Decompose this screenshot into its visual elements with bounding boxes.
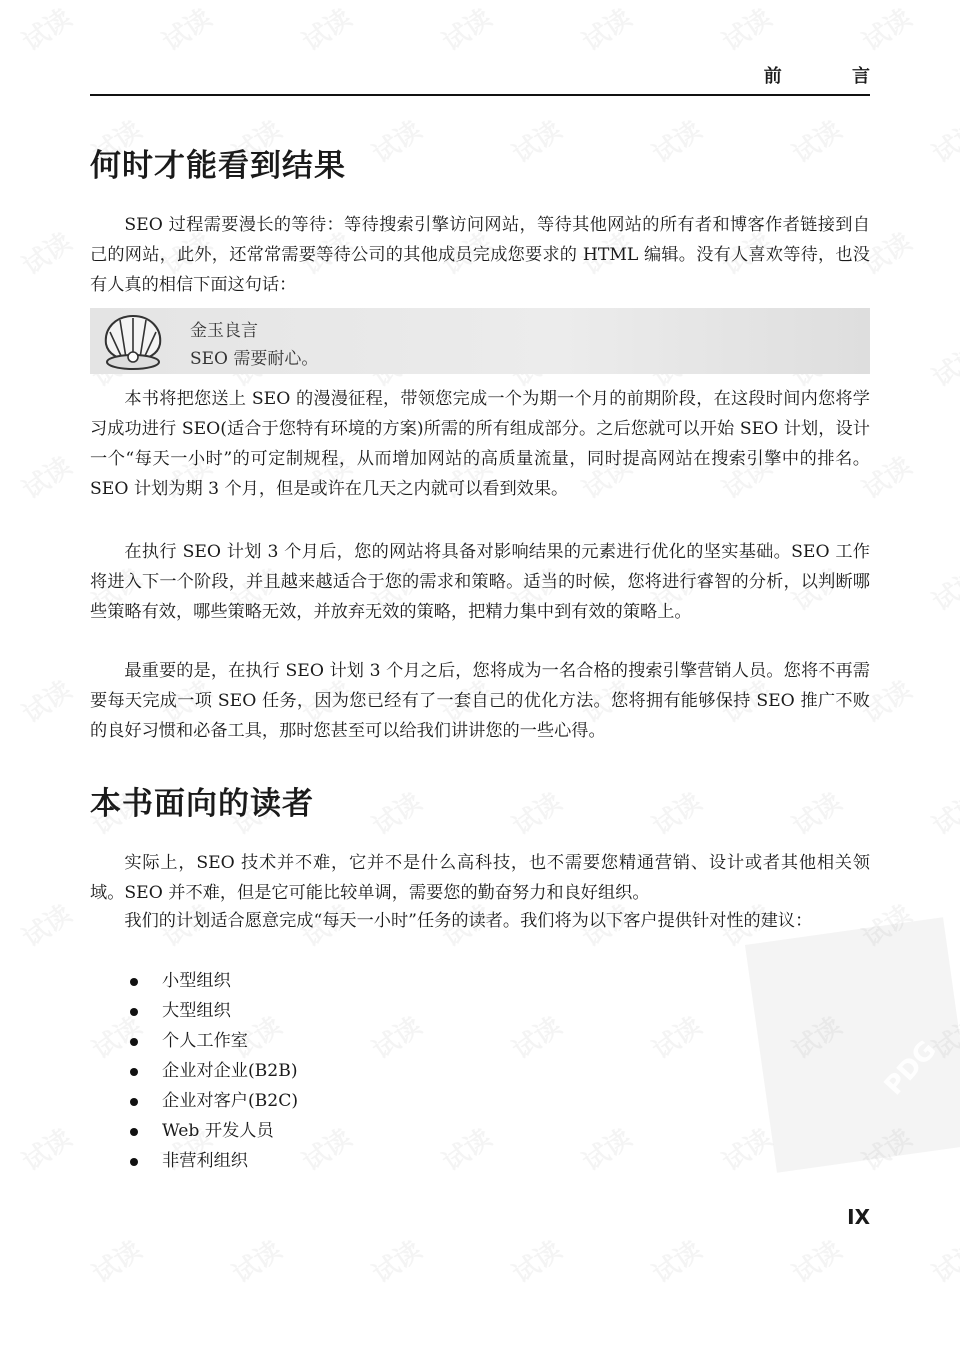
watermark-text [84,1230,148,1290]
list-item: 企业对客户(B2C) [90,1086,298,1116]
watermark-text [14,894,78,954]
watermark-text [364,782,428,842]
section-heading-readers: 本书面向的读者 [90,786,314,822]
watermark-text [574,0,638,59]
watermark-text [784,782,848,842]
paragraph: 在执行 SEO 计划 3 个月后，您的网站将具备对影响结果的元素进行优化的坚实基础。SEO 工作将进入下一个阶段，并且越来越适合于您的需求和策略。适当的时候，您将进行睿智的分析，以判断哪些策略有效，哪些策略无效，并放弃无效的策略，把精力集中到有效的策略上。 [90,542,870,622]
list-item: 大型组织 [90,996,298,1026]
paragraph: 实际上，SEO 技术并不难，它并不是什么高科技，也不需要您精通营销、设计或者其他相关领域。SEO 并不难，但是它可能比较单调，需要您的勤奋努力和良好组织。 [90,853,870,903]
list-item: Web 开发人员 [90,1116,298,1146]
running-header: 前 言 [763,66,902,87]
section-heading-results: 何时才能看到结果 [90,148,346,184]
header-rule [90,94,870,96]
watermark-text [784,110,848,170]
tip-text: SEO 需要耐心。 [190,349,319,369]
watermark-text [924,110,960,170]
shell-pearl-icon [98,310,168,372]
tip-box [90,308,870,374]
watermark-text [14,0,78,59]
watermark-text [504,1006,568,1066]
paragraph: 我们的计划适合愿意完成“每天一小时”任务的读者。我们将为以下客户提供针对性的建议： [124,911,813,931]
watermark-text [644,1006,708,1066]
watermark-text [154,0,218,59]
watermark-text [504,1230,568,1290]
watermark-text [644,1230,708,1290]
watermark-text [364,1006,428,1066]
watermark-text [14,670,78,730]
watermark-text [434,1118,498,1178]
watermark-text [924,782,960,842]
watermark-text [504,782,568,842]
stamp-label: PDG [878,1035,943,1102]
watermark-text [224,1230,288,1290]
paragraph: 最重要的是，在执行 SEO 计划 3 个月之后，您将成为一名合格的搜索引擎营销人员。您将不再需要每天完成一项 SEO 任务，因为您已经有了一套自己的优化方法。您将拥有能够保持 SEO 推广不败的良好习惯和必备工具，那时您甚至可以给我们讲讲您的一些心得。 [90,661,870,741]
watermark-text [784,1230,848,1290]
watermark-text [294,1118,358,1178]
library-stamp [745,917,960,1173]
list-item: 个人工作室 [90,1026,298,1056]
watermark-text [294,0,358,59]
watermark-text [364,110,428,170]
watermark-text [924,558,960,618]
paragraph: SEO 过程需要漫长的等待：等待搜索引擎访问网站，等待其他网站的所有者和博客作者链接到自己的网站，此外，还常常需要等待公司的其他成员完成您要求的 HTML 编辑。没有人喜欢等待，也没有人真的相信下面这句话： [90,215,870,295]
watermark-text [924,334,960,394]
watermark-text [504,110,568,170]
list-item: 非营利组织 [90,1146,298,1176]
watermark-text [14,222,78,282]
watermark-text [714,1118,778,1178]
watermark-text [854,0,918,59]
watermark-text [714,0,778,59]
paragraph: 本书将把您送上 SEO 的漫漫征程，带领您完成一个为期一个月的前期阶段，在这段时间内您将学习成功进行 SEO(适合于您特有环境的方案)所需的所有组成部分。之后您就可以开始 SEO 计划，设计一个“每天一小时”的可定制规程，从而增加网站的高质量流量，同时提高网站在搜索引擎中的排名。SEO 计划为期 3 个月，但是或许在几天之内就可以看到效果。 [90,389,870,499]
list-item: 小型组织 [90,966,298,996]
watermark-text [644,782,708,842]
page-number: IX [847,1205,870,1229]
watermark-text [434,0,498,59]
watermark-text [924,1230,960,1290]
audience-list [90,966,298,1176]
watermark-text [574,1118,638,1178]
list-item: 企业对企业(B2B) [90,1056,298,1086]
tip-title: 金玉良言 [190,321,258,341]
watermark-text [14,446,78,506]
watermark-text [364,1230,428,1290]
watermark-text [644,110,708,170]
watermark-text [14,1118,78,1178]
